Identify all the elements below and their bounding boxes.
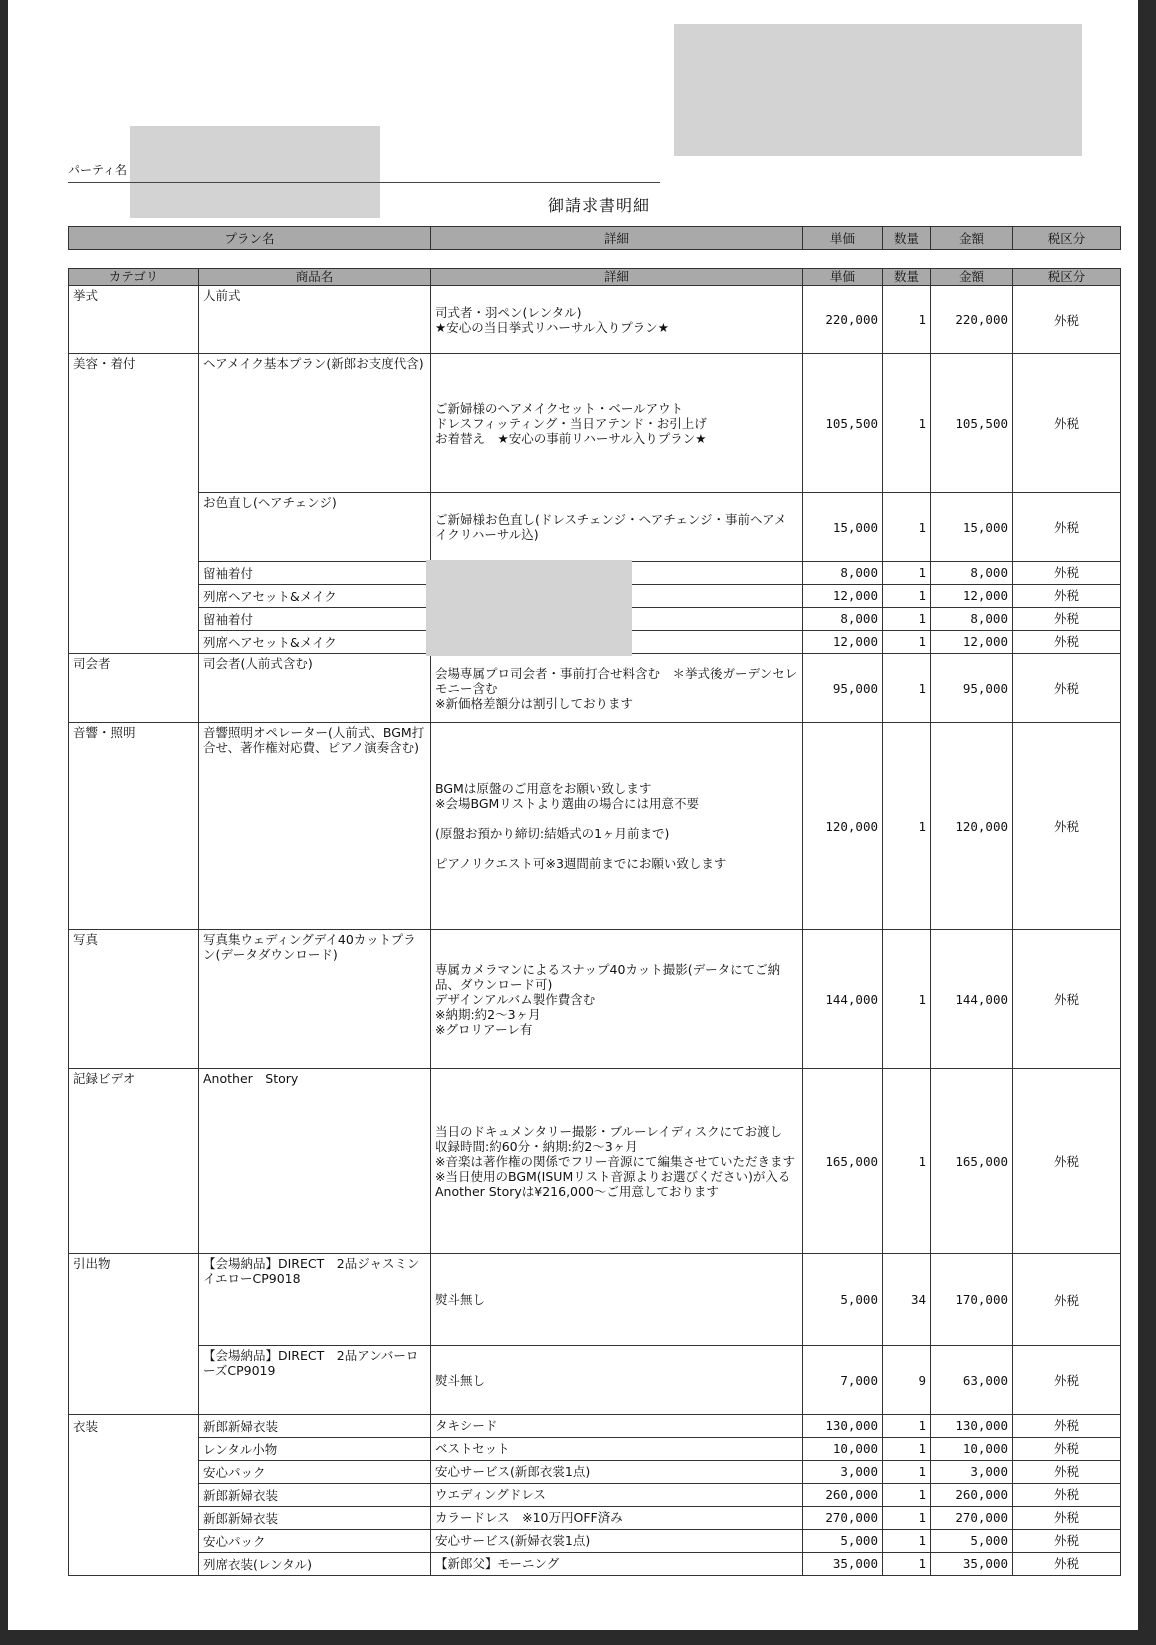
amount-cell: 8,000 xyxy=(931,608,1013,631)
category-cell: 挙式 xyxy=(69,286,199,354)
table-row xyxy=(69,1346,1121,1415)
detail-cell: ご新婦様のヘアメイクセット・ベールアウト ドレスフィッティング・当日アテンド・お引上げ お着替え ★安心の事前リハーサル入りプラン★ xyxy=(431,354,803,493)
detail-cell: 当日のドキュメンタリー撮影・ブルーレイディスクにてお渡し 収録時間:約60分・納期:約2〜3ヶ月 ※音楽は著作権の関係でフリー音源にて編集させていただきます ※当日使用のBGM(ISUMリスト音源よりお選びください)が入るAnother Storyは¥216,000〜ご用意しております xyxy=(431,1069,803,1254)
detail-cell: ベストセット xyxy=(431,1438,803,1461)
amount-cell: 144,000 xyxy=(931,930,1013,1069)
amount-cell: 12,000 xyxy=(931,585,1013,608)
redacted-party-name xyxy=(130,126,380,218)
category-cell: 写真 xyxy=(69,930,199,1069)
price-cell: 15,000 xyxy=(803,493,883,562)
product-cell: 留袖着付 xyxy=(199,608,431,631)
items-header-qty: 数量 xyxy=(883,269,931,286)
price-cell: 8,000 xyxy=(803,608,883,631)
product-cell: 【会場納品】DIRECT 2品アンバーローズCP9019 xyxy=(199,1346,431,1415)
price-cell: 5,000 xyxy=(803,1254,883,1346)
tax-cell: 外税 xyxy=(1013,493,1121,562)
amount-cell: 130,000 xyxy=(931,1415,1013,1438)
amount-cell: 15,000 xyxy=(931,493,1013,562)
table-row xyxy=(69,286,1121,354)
table-row xyxy=(69,1069,1121,1254)
price-cell: 8,000 xyxy=(803,562,883,585)
product-cell: 人前式 xyxy=(199,286,431,354)
table-row xyxy=(69,1484,1121,1507)
redacted-detail-block xyxy=(426,560,632,656)
detail-cell: 司式者・羽ペン(レンタル) ★安心の当日挙式リハーサル入りプラン★ xyxy=(431,286,803,354)
price-cell: 95,000 xyxy=(803,654,883,723)
product-cell: 【会場納品】DIRECT 2品ジャスミンイエローCP9018 xyxy=(199,1254,431,1346)
price-cell: 12,000 xyxy=(803,631,883,654)
items-table xyxy=(68,268,1121,1576)
price-cell: 12,000 xyxy=(803,585,883,608)
qty-cell: 1 xyxy=(883,1530,931,1553)
amount-cell: 5,000 xyxy=(931,1530,1013,1553)
product-cell: 司会者(人前式含む) xyxy=(199,654,431,723)
qty-cell: 1 xyxy=(883,1507,931,1530)
tax-cell: 外税 xyxy=(1013,654,1121,723)
amount-cell: 120,000 xyxy=(931,723,1013,930)
amount-cell: 270,000 xyxy=(931,1507,1013,1530)
tax-cell: 外税 xyxy=(1013,631,1121,654)
category-cell: 記録ビデオ xyxy=(69,1069,199,1254)
amount-cell: 35,000 xyxy=(931,1553,1013,1576)
product-cell: 写真集ウェディングデイ40カットプラン(データダウンロード) xyxy=(199,930,431,1069)
qty-cell: 1 xyxy=(883,562,931,585)
tax-cell: 外税 xyxy=(1013,1346,1121,1415)
redacted-header-block xyxy=(674,24,1082,156)
tax-cell: 外税 xyxy=(1013,562,1121,585)
price-cell: 165,000 xyxy=(803,1069,883,1254)
price-cell: 35,000 xyxy=(803,1553,883,1576)
table-row xyxy=(69,1507,1121,1530)
qty-cell: 1 xyxy=(883,286,931,354)
items-header-detail: 詳細 xyxy=(431,269,803,286)
price-cell: 7,000 xyxy=(803,1346,883,1415)
price-cell: 260,000 xyxy=(803,1484,883,1507)
product-cell: Another Story xyxy=(199,1069,431,1254)
qty-cell: 1 xyxy=(883,608,931,631)
qty-cell: 1 xyxy=(883,930,931,1069)
plan-header-tax: 税区分 xyxy=(1013,227,1121,250)
table-row xyxy=(69,723,1121,930)
detail-cell: 熨斗無し xyxy=(431,1254,803,1346)
tax-cell: 外税 xyxy=(1013,1461,1121,1484)
product-cell: 新郎新婦衣装 xyxy=(199,1507,431,1530)
detail-cell: 【新郎父】モーニング xyxy=(431,1553,803,1576)
plan-header-amount: 金額 xyxy=(931,227,1013,250)
table-row xyxy=(69,1553,1121,1576)
detail-cell: BGMは原盤のご用意をお願い致します ※会場BGMリストより選曲の場合には用意不要 (原盤お預かり締切:結婚式の1ヶ月前まで) ピアノリクエスト可※3週間前までにお願い致します xyxy=(431,723,803,930)
qty-cell: 1 xyxy=(883,654,931,723)
table-row xyxy=(69,1461,1121,1484)
detail-cell: ウエディングドレス xyxy=(431,1484,803,1507)
tax-cell: 外税 xyxy=(1013,1530,1121,1553)
qty-cell: 1 xyxy=(883,1069,931,1254)
product-cell: 列席ヘアセット&メイク xyxy=(199,585,431,608)
product-cell: 列席衣装(レンタル) xyxy=(199,1553,431,1576)
items-header-price: 単価 xyxy=(803,269,883,286)
amount-cell: 170,000 xyxy=(931,1254,1013,1346)
category-cell: 司会者 xyxy=(69,654,199,723)
detail-cell: 熨斗無し xyxy=(431,1346,803,1415)
product-cell: 留袖着付 xyxy=(199,562,431,585)
qty-cell: 1 xyxy=(883,1553,931,1576)
amount-cell: 8,000 xyxy=(931,562,1013,585)
amount-cell: 165,000 xyxy=(931,1069,1013,1254)
invoice-sheet xyxy=(8,0,1138,1630)
price-cell: 10,000 xyxy=(803,1438,883,1461)
product-cell: レンタル小物 xyxy=(199,1438,431,1461)
table-row xyxy=(69,1438,1121,1461)
plan-header-detail: 詳細 xyxy=(431,227,803,250)
category-cell: 衣装 xyxy=(69,1415,199,1576)
items-header-product: 商品名 xyxy=(199,269,431,286)
price-cell: 5,000 xyxy=(803,1530,883,1553)
qty-cell: 1 xyxy=(883,585,931,608)
tax-cell: 外税 xyxy=(1013,1254,1121,1346)
tax-cell: 外税 xyxy=(1013,1069,1121,1254)
product-cell: お色直し(ヘアチェンジ) xyxy=(199,493,431,562)
amount-cell: 12,000 xyxy=(931,631,1013,654)
tax-cell: 外税 xyxy=(1013,930,1121,1069)
tax-cell: 外税 xyxy=(1013,1415,1121,1438)
detail-cell: ご新婦様お色直し(ドレスチェンジ・ヘアチェンジ・事前ヘアメイクリハーサル込) xyxy=(431,493,803,562)
tax-cell: 外税 xyxy=(1013,1553,1121,1576)
plan-header-price: 単価 xyxy=(803,227,883,250)
table-row xyxy=(69,1254,1121,1346)
plan-header-qty: 数量 xyxy=(883,227,931,250)
qty-cell: 1 xyxy=(883,1484,931,1507)
items-header-amount: 金額 xyxy=(931,269,1013,286)
category-cell: 引出物 xyxy=(69,1254,199,1415)
qty-cell: 1 xyxy=(883,1438,931,1461)
plan-header-name: プラン名 xyxy=(69,227,431,250)
detail-cell: 安心サービス(新婦衣裳1点) xyxy=(431,1530,803,1553)
detail-cell: 安心サービス(新郎衣裳1点) xyxy=(431,1461,803,1484)
price-cell: 220,000 xyxy=(803,286,883,354)
amount-cell: 220,000 xyxy=(931,286,1013,354)
party-name-label: パーティ名 xyxy=(68,163,128,177)
table-row xyxy=(69,493,1121,562)
qty-cell: 1 xyxy=(883,1461,931,1484)
amount-cell: 260,000 xyxy=(931,1484,1013,1507)
tax-cell: 外税 xyxy=(1013,723,1121,930)
qty-cell: 9 xyxy=(883,1346,931,1415)
tax-cell: 外税 xyxy=(1013,608,1121,631)
price-cell: 3,000 xyxy=(803,1461,883,1484)
product-cell: 新郎新婦衣装 xyxy=(199,1484,431,1507)
product-cell: 安心パック xyxy=(199,1461,431,1484)
product-cell: 音響照明オペレーター(人前式、BGM打合せ、著作権対応費、ピアノ演奏含む) xyxy=(199,723,431,930)
category-cell: 音響・照明 xyxy=(69,723,199,930)
detail-cell: タキシード xyxy=(431,1415,803,1438)
table-row xyxy=(69,1530,1121,1553)
items-header-category: カテゴリ xyxy=(69,269,199,286)
product-cell: 安心パック xyxy=(199,1530,431,1553)
qty-cell: 1 xyxy=(883,1415,931,1438)
tax-cell: 外税 xyxy=(1013,1484,1121,1507)
qty-cell: 1 xyxy=(883,631,931,654)
amount-cell: 10,000 xyxy=(931,1438,1013,1461)
price-cell: 105,500 xyxy=(803,354,883,493)
table-row xyxy=(69,930,1121,1069)
price-cell: 270,000 xyxy=(803,1507,883,1530)
detail-cell: 専属カメラマンによるスナップ40カット撮影(データにてご納品、ダウンロード可) デザインアルバム製作費含む ※納期:約2〜3ヶ月 ※グロリアーレ有 xyxy=(431,930,803,1069)
detail-cell: カラードレス ※10万円OFF済み xyxy=(431,1507,803,1530)
tax-cell: 外税 xyxy=(1013,1438,1121,1461)
tax-cell: 外税 xyxy=(1013,286,1121,354)
price-cell: 130,000 xyxy=(803,1415,883,1438)
tax-cell: 外税 xyxy=(1013,354,1121,493)
tax-cell: 外税 xyxy=(1013,1507,1121,1530)
detail-cell: 会場専属プロ司会者・事前打合せ料含む ＊挙式後ガーデンセレモニー含む ※新価格差額分は割引しております xyxy=(431,654,803,723)
tax-cell: 外税 xyxy=(1013,585,1121,608)
table-row xyxy=(69,354,1121,493)
product-cell: 列席ヘアセット&メイク xyxy=(199,631,431,654)
amount-cell: 3,000 xyxy=(931,1461,1013,1484)
amount-cell: 63,000 xyxy=(931,1346,1013,1415)
category-cell: 美容・着付 xyxy=(69,354,199,654)
items-header-tax: 税区分 xyxy=(1013,269,1121,286)
price-cell: 120,000 xyxy=(803,723,883,930)
amount-cell: 105,500 xyxy=(931,354,1013,493)
table-row xyxy=(69,1415,1121,1438)
qty-cell: 1 xyxy=(883,354,931,493)
qty-cell: 34 xyxy=(883,1254,931,1346)
party-name-underline xyxy=(68,182,660,183)
amount-cell: 95,000 xyxy=(931,654,1013,723)
table-row xyxy=(69,654,1121,723)
qty-cell: 1 xyxy=(883,723,931,930)
product-cell: 新郎新婦衣装 xyxy=(199,1415,431,1438)
document-title: 御請求書明細 xyxy=(548,196,651,215)
product-cell: ヘアメイク基本プラン(新郎お支度代含) xyxy=(199,354,431,493)
price-cell: 144,000 xyxy=(803,930,883,1069)
plan-table xyxy=(68,226,1121,250)
qty-cell: 1 xyxy=(883,493,931,562)
